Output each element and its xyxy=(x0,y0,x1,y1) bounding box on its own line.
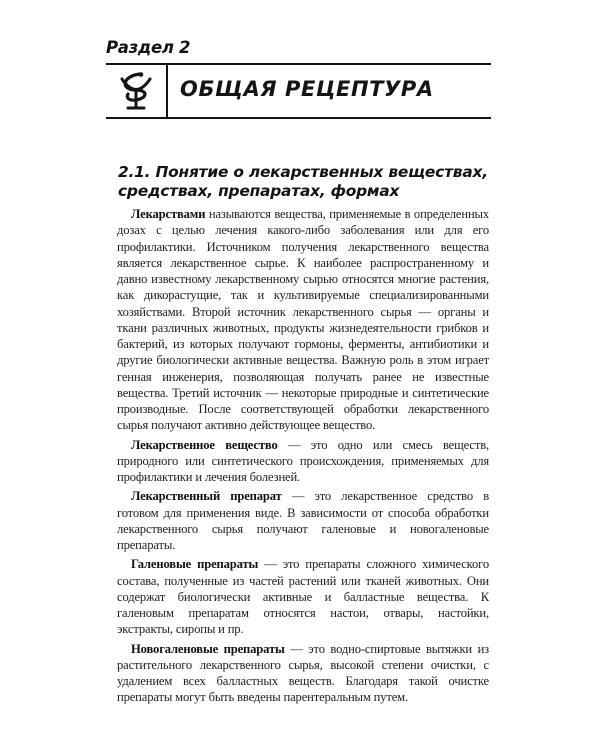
chapter-header xyxy=(106,63,491,119)
definition: — это одно или смесь веществ, природного или синтетического происхождения, применяемых для профилактики и лечения болезней. xyxy=(117,437,489,484)
term: Галеновые препараты xyxy=(131,557,259,572)
term: Лекарствами xyxy=(131,207,206,221)
definition: называются вещества, применяемые в определенных дозах с целью лечения какого-либо заболевания или для его профилактики. Источником получения лекарственного вещества является лекарственное сырье. К наиболее распространенному и давно известному лекарственному сырью относятся многие растения, как дикорастущие, так и культивируемые специализированными хозяйствами. Второй источник лекарственного сырья — органы и ткани различных животных, продукты жизнедеятельности грибков и бактерий, из которых получают гормоны, ферменты, антибиотики и другие биологически активные вещества. Важную роль в этом играет генная инженерия, позволяющая получать ранее не известные вещества. Третий источник — некоторые природные и синтетические производные. После соответствующей обработки лекарственного сырья получают активно действующее вещество. xyxy=(117,207,489,433)
section-label: Раздел 2 xyxy=(106,38,191,57)
paragraph-lekarstvennyi-preparat xyxy=(117,488,489,553)
term: Новогаленовые препараты xyxy=(131,641,285,656)
caduceus-snake-bowl-icon xyxy=(114,70,158,112)
paragraph-galenovye-preparaty xyxy=(117,556,489,637)
emblem-box xyxy=(106,65,168,117)
paragraph-novogalenovye-preparaty xyxy=(117,641,489,706)
chapter-title: ОБЩАЯ РЕЦЕПТУРА xyxy=(180,77,434,101)
definition: — это препараты сложного химического состава, полученные из частей растений или тканей животных. Они содержат биологически активные и балластные вещества. К галеновым препаратам относятся настои, отвары, настойки, экстракты, сиропы и пр. xyxy=(117,557,489,637)
body-text xyxy=(117,206,489,709)
subsection-title-line-1: 2.1. Понятие о лекарственных веществах, xyxy=(118,163,488,181)
definition: — это лекарственное средство в готовом для применения виде. В зависимости от способа обработки лекарственного сырья получают галеновые и новогаленовые препараты. xyxy=(117,489,490,552)
definition: — это водно-спиртовые вытяжки из растительного лекарственного сырья, высокой степени очистки, с удалением всех балластных веществ. Благодаря такой очистке препараты могут быть введены парентеральным путем. xyxy=(117,641,489,705)
term: Лекарственный препарат xyxy=(131,489,282,504)
subsection-title-line-2: средствах, препаратах, формах xyxy=(118,182,400,200)
subsection-title xyxy=(118,163,488,201)
paragraph-lekarstva xyxy=(117,206,489,434)
term: Лекарственное вещество xyxy=(131,437,278,452)
paragraph-lekarstvennoe-veshchestvo xyxy=(117,437,489,486)
